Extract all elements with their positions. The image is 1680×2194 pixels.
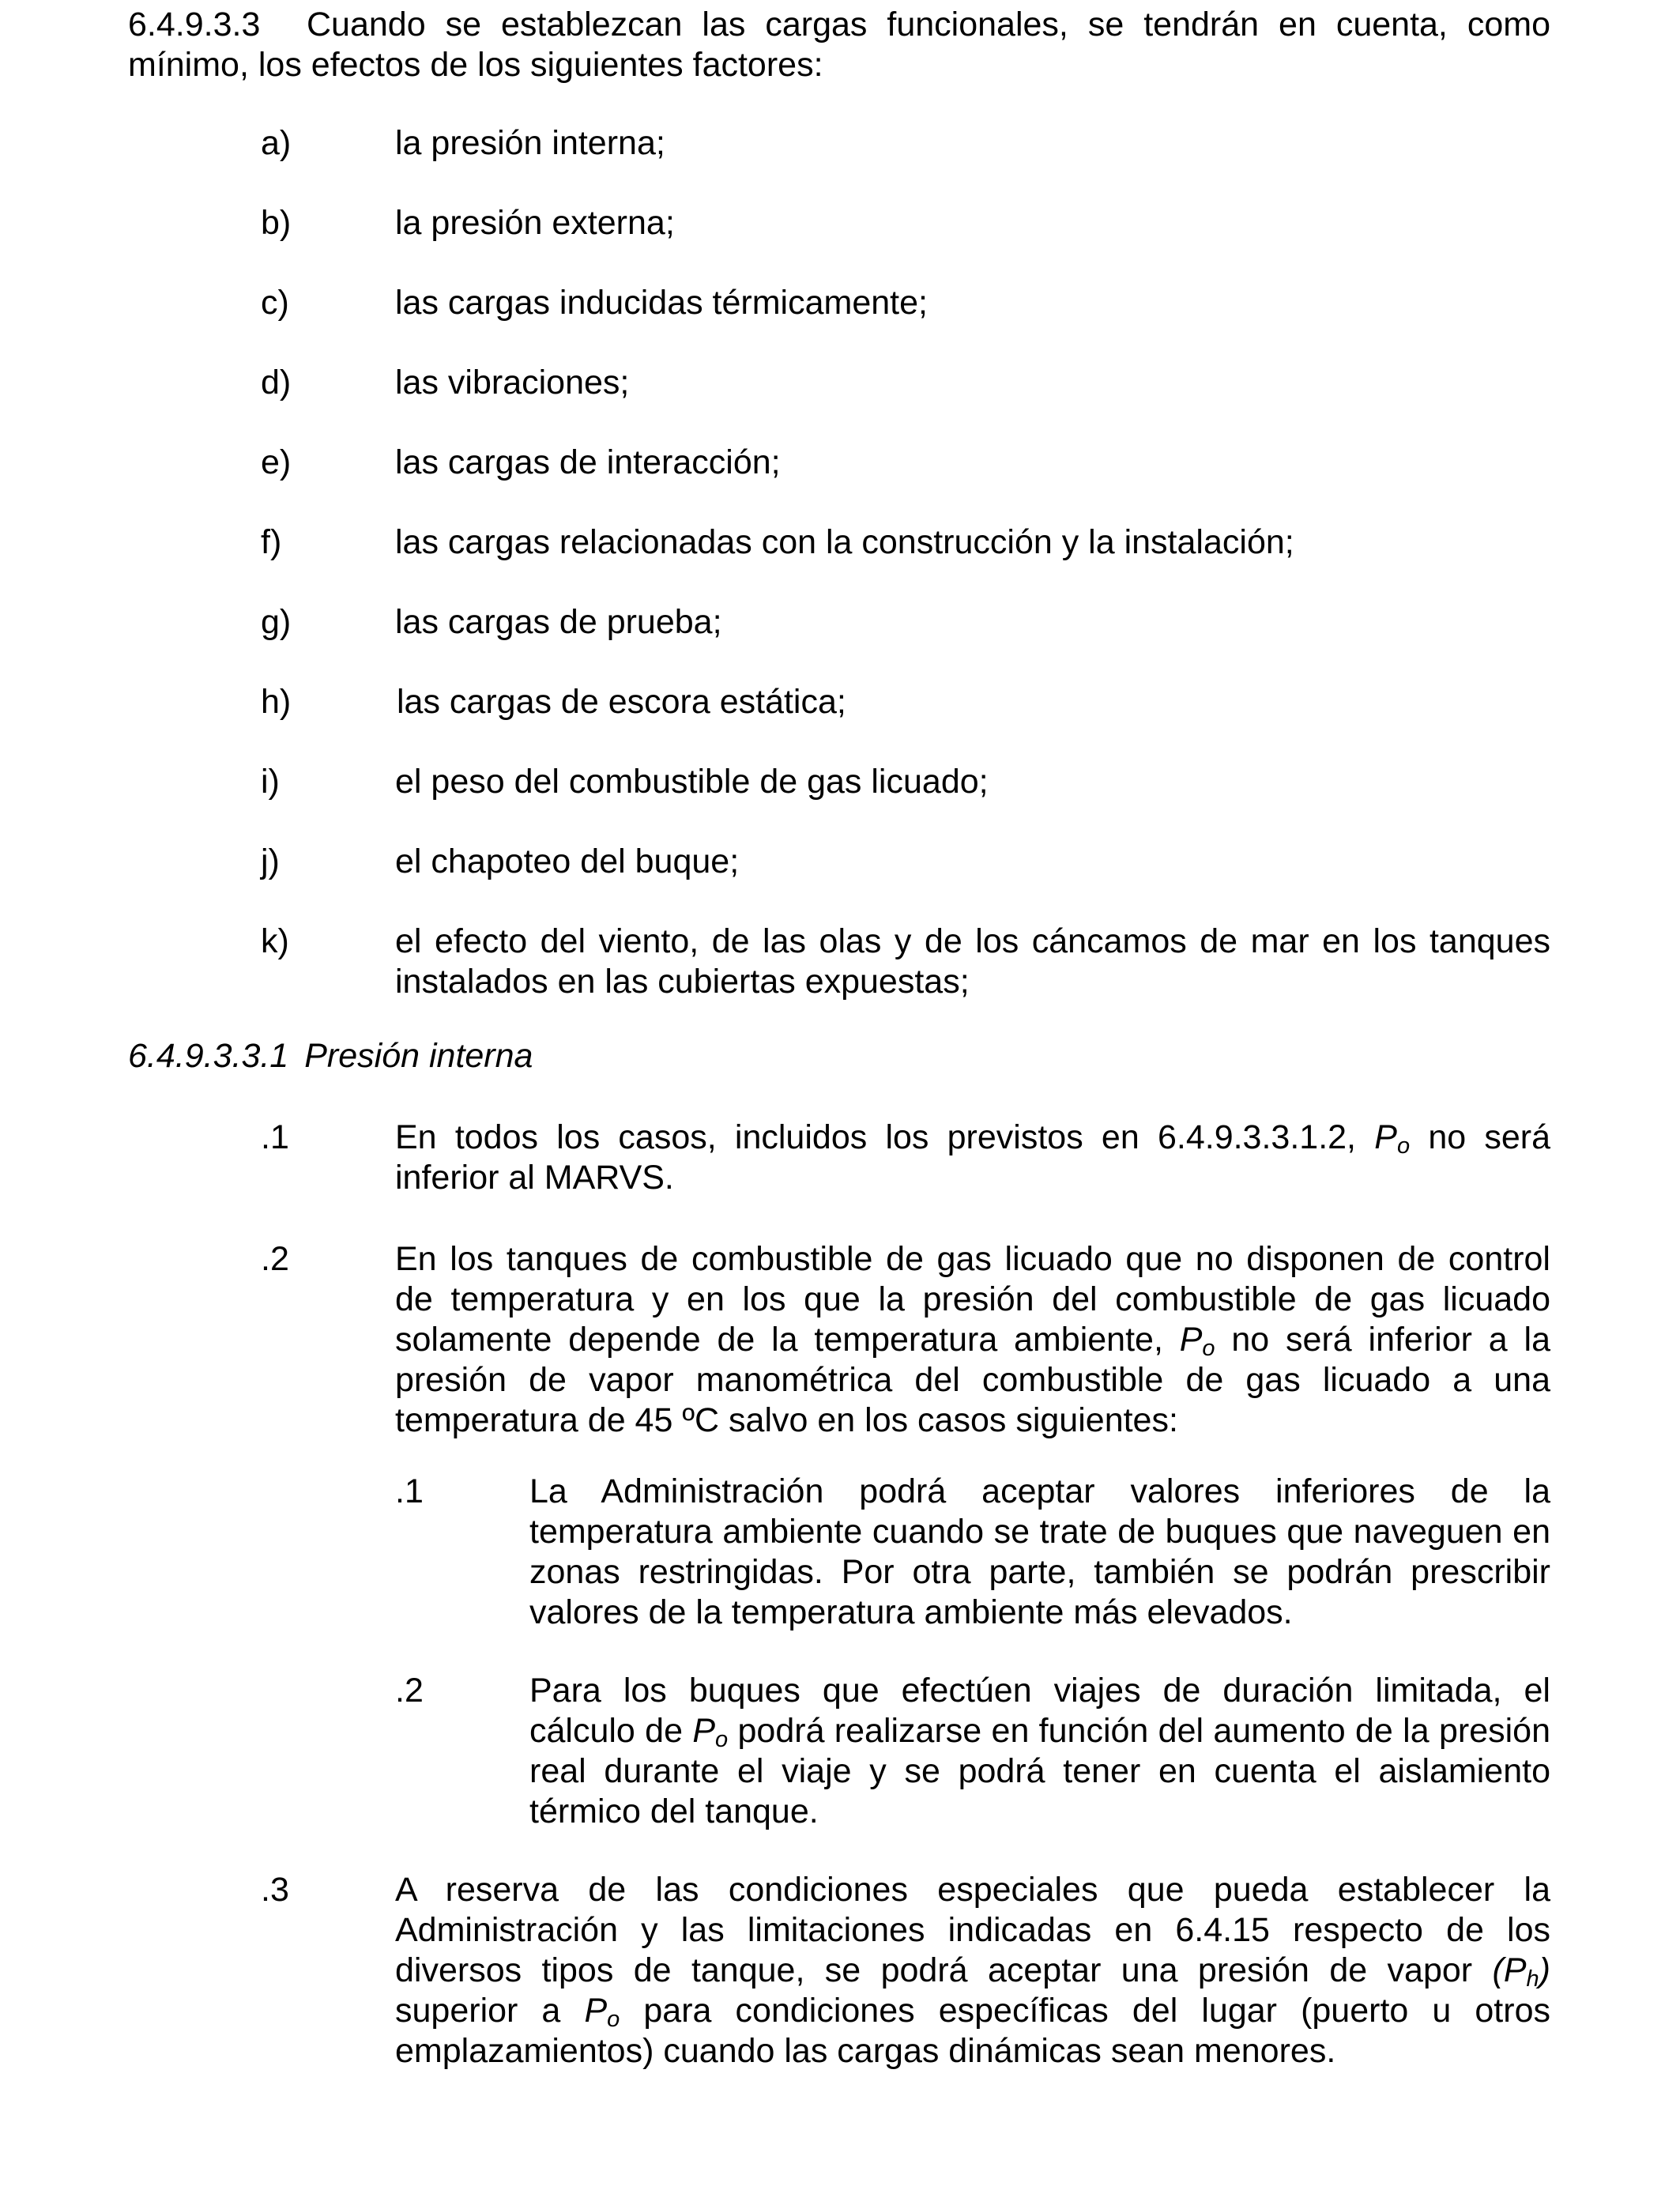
- subsection-heading: [128, 1036, 533, 1076]
- factor-label: g): [261, 603, 292, 641]
- factor-text: el efecto del viento, de las olas y de los cáncamos de mar en los tanques instalados en las cubiertas expuestas;: [395, 922, 1550, 1001]
- factor-text: las cargas de interacción;: [395, 443, 781, 481]
- paragraph-1-label: .1: [261, 1118, 289, 1156]
- factor-label: f): [261, 523, 282, 561]
- section-text: Cuando se establezcan las cargas funcionales, se tendrán en cuenta, como mínimo, los efectos de los siguientes factores:: [128, 6, 1550, 84]
- paragraph-3-text: A reserva de las condiciones especiales que pueda establecer la Administración y las limitaciones indicadas en 6.4.15 respecto de los diversos tipos de tanque, se podrá aceptar una presión de vapor $(P_h)$ superior a $P_o$ para condiciones específicas del lugar (puerto u otros emplazamientos) cuando las cargas dinámicas sean menores.: [395, 1871, 1550, 2070]
- factor-text: las cargas inducidas térmicamente;: [395, 284, 928, 322]
- paragraph-1-text: En todos los casos, incluidos los previstos en 6.4.9.3.3.1.2, $P_o$ no será inferior al MARVS.: [395, 1118, 1551, 1197]
- factor-text: las cargas de prueba;: [395, 603, 722, 641]
- factor-label: e): [261, 443, 292, 481]
- paragraph-2-label: .2: [261, 1240, 289, 1278]
- subsection-title: Presión interna: [304, 1037, 533, 1075]
- factor-label: h): [261, 683, 292, 721]
- factor-label: c): [261, 284, 289, 322]
- factor-label: i): [261, 763, 280, 801]
- paragraph-3-label: .3: [261, 1871, 289, 1909]
- paragraph-2-sub-1-label: .1: [395, 1472, 424, 1510]
- factor-label: b): [261, 204, 292, 242]
- factor-text: el peso del combustible de gas licuado;: [395, 763, 989, 801]
- paragraph-2-sub-1-text: La Administración podrá aceptar valores inferiores de la temperatura ambiente cuando se trate de buques que naveguen en zonas restringidas. Por otra parte, también se podrán prescribir valores de la temperatura ambiente más elevados.: [529, 1472, 1550, 1631]
- factor-label: j): [261, 843, 280, 880]
- factor-label: k): [261, 922, 289, 960]
- paragraph-2-text: En los tanques de combustible de gas licuado que no disponen de control de temperatura y en los que la presión del combustible de gas licuado solamente depende de la temperatura ambiente, $P_o$ no será inferior a la presión de vapor manométrica del combustible de gas licuado a una temperatura de 45 ºC salvo en los casos siguientes:: [395, 1240, 1550, 1439]
- section-paragraph: [128, 5, 1550, 85]
- section-number: 6.4.9.3.3: [128, 6, 261, 43]
- factor-text: la presión externa;: [395, 204, 675, 242]
- subsection-number: 6.4.9.3.3.1: [128, 1037, 289, 1075]
- factor-label: d): [261, 364, 292, 401]
- factor-text: la presión interna;: [395, 124, 665, 162]
- paragraph-2-sub-2-label: .2: [395, 1672, 424, 1710]
- factor-label: a): [261, 124, 292, 162]
- factor-text: las cargas de escora estática;: [397, 683, 846, 721]
- factor-text: el chapoteo del buque;: [395, 843, 740, 880]
- factor-text: las cargas relacionadas con la construcción y la instalación;: [395, 523, 1294, 561]
- factor-text: las vibraciones;: [395, 364, 630, 401]
- paragraph-2-sub-2-text: Para los buques que efectúen viajes de duración limitada, el cálculo de $P_o$ podrá realizarse en función del aumento de la presión real durante el viaje y se podrá tener en cuenta el aislamiento térmico del tanque.: [529, 1672, 1550, 1830]
